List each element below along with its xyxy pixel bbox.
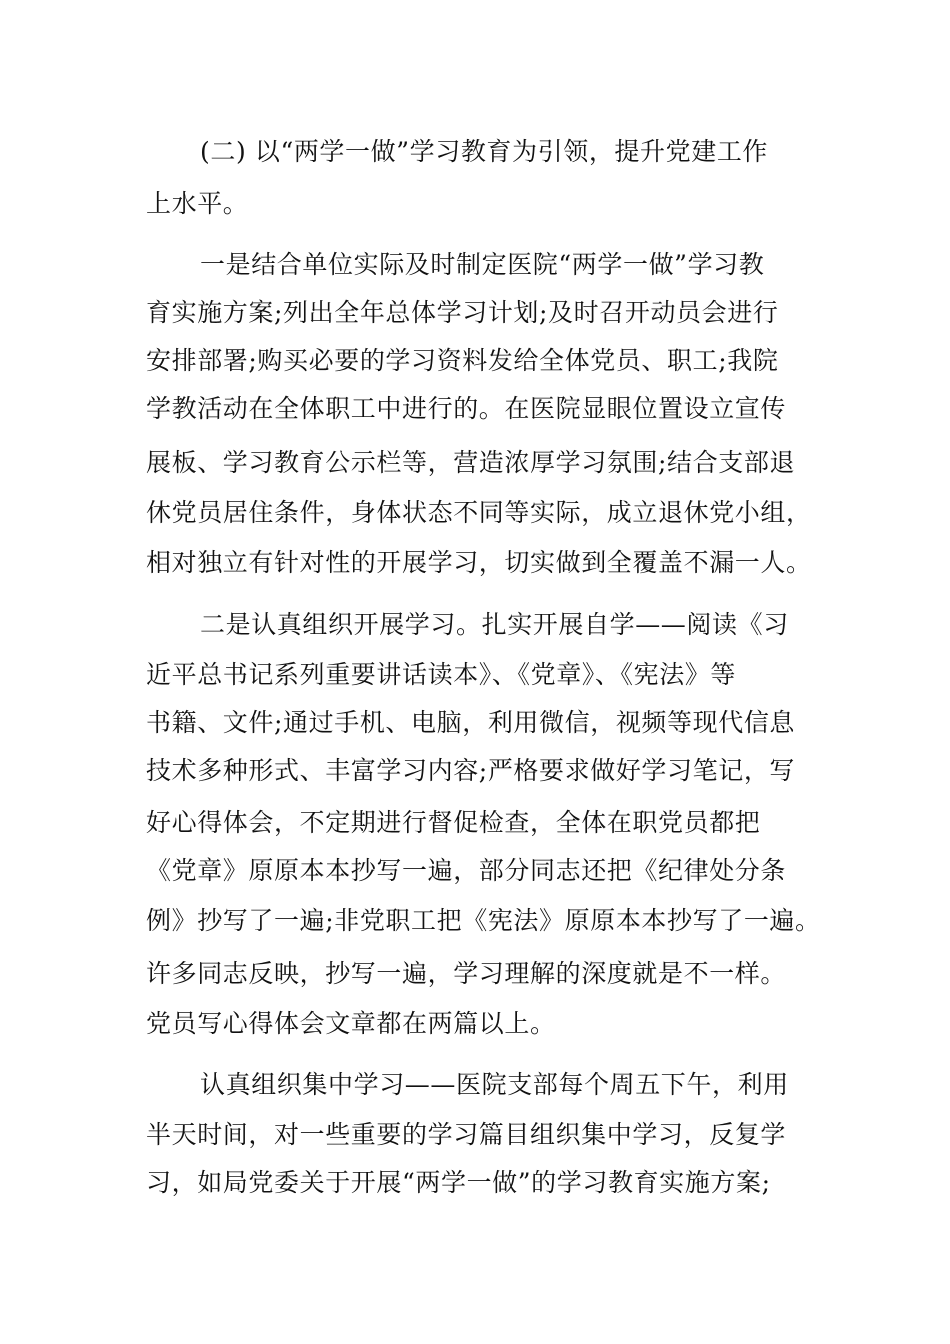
paragraph-line: 《党章》原原本本抄写一遍，部分同志还把《纪律处分条 (146, 856, 787, 885)
paragraph-line: 育实施方案;列出全年总体学习计划;及时召开动员会进行 (146, 298, 779, 327)
paragraph-line: 一是结合单位实际及时制定医院“两学一做”学习教 (200, 250, 765, 279)
paragraph-line: 书籍、文件;通过手机、电脑，利用微信，视频等现代信息 (146, 708, 796, 737)
paragraph-line: 例》抄写了一遍;非党职工把《宪法》原原本本抄写了一遍。 (146, 906, 821, 935)
paragraph-line: 二是认真组织开展学习。扎实开展自学——阅读《习 (200, 610, 789, 639)
paragraph-line: 展板、学习教育公示栏等，营造浓厚学习氛围;结合支部退 (146, 448, 796, 477)
paragraph-line: 半天时间，对一些重要的学习篇目组织集中学习，反复学 (146, 1120, 787, 1149)
paragraph-line: 许多同志反映，抄写一遍，学习理解的深度就是不一样。 (146, 959, 787, 988)
paragraph-line: 技术多种形式、丰富学习内容;严格要求做好学习笔记，写 (146, 756, 796, 785)
paragraph-line: 习，如局党委关于开展“两学一做”的学习教育实施方案; (146, 1168, 771, 1197)
paragraph-line: 安排部署;购买必要的学习资料发给全体党员、职工;我院 (146, 346, 779, 375)
paragraph-line: 认真组织集中学习——医院支部每个周五下午，利用 (200, 1070, 789, 1099)
paragraph-line: 相对独立有针对性的开展学习，切实做到全覆盖不漏一人。 (146, 548, 812, 577)
paragraph-line: 党员写心得体会文章都在两篇以上。 (146, 1009, 556, 1038)
paragraph-line: 近平总书记系列重要讲话读本》、《党章》、《宪法》等 (146, 660, 737, 689)
paragraph-line: 好心得体会，不定期进行督促检查，全体在职党员都把 (146, 808, 761, 837)
section-heading-line: 上水平。 (146, 189, 249, 218)
paragraph-line: 学教活动在全体职工中进行的。在医院显眼位置设立宣传 (146, 394, 787, 423)
section-heading-line: (二) 以“两学一做”学习教育为引领，提升党建工作 (200, 137, 769, 166)
paragraph-line: 休党员居住条件，身体状态不同等实际，成立退休党小组， (146, 498, 812, 527)
